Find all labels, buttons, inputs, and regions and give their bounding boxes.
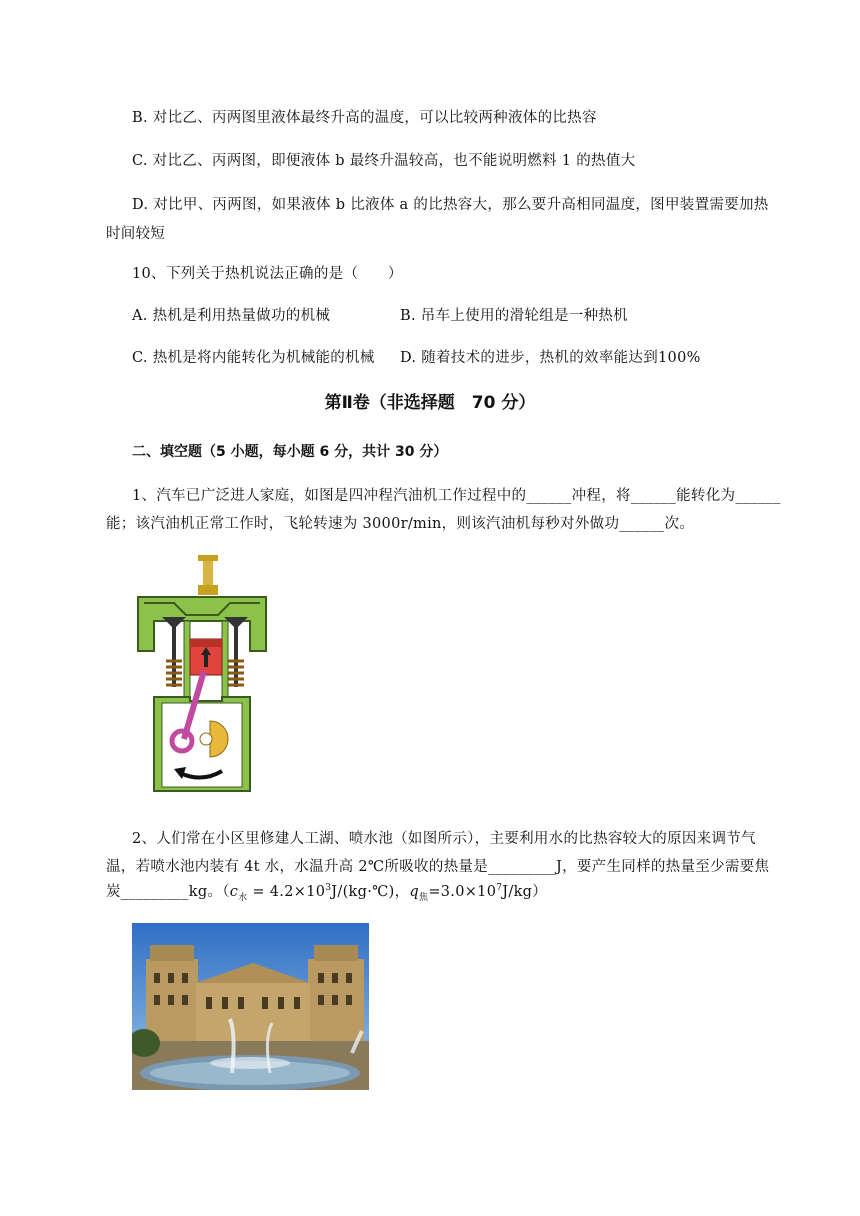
fill1-line2: 能；该汽油机正常工作时，飞轮转速为 3000r/min，则该汽油机每秒对外做功______次。 <box>106 516 695 532</box>
q-exponent: 7 <box>496 883 503 894</box>
section-title: 二、填空题（5 小题，每小题 6 分，共计 30 分） <box>132 444 448 460</box>
fill2-line2: 温，若喷水池内装有 4t 水，水温升高 2℃所吸收的热量是_________J，要产生同样的热量至少需要焦 <box>106 859 770 875</box>
q-subscript: 焦 <box>419 892 429 903</box>
q-unit: J/kg） <box>502 884 548 900</box>
q-symbol: q <box>409 884 419 900</box>
q9-option-c: C. 对比乙、丙两图，即便液体 b 最终升温较高，也不能说明燃料 1 的热值大 <box>132 153 636 169</box>
fill2-line3 <box>106 880 547 903</box>
fill1-line1: 1、汽车已广泛进人家庭，如图是四冲程汽油机工作过程中的______冲程，将______能转化为______ <box>132 488 781 504</box>
c-subscript: 水 <box>238 892 248 903</box>
separator: ， <box>394 884 410 900</box>
c-exponent: 3 <box>325 883 332 894</box>
q10-option-c: C. 热机是将内能转化为机械能的机械 <box>132 350 375 366</box>
q10-option-d: D. 随着技术的进步，热机的效率能达到100% <box>400 350 701 366</box>
q10-stem: 10、下列关于热机说法正确的是（ ） <box>132 266 403 282</box>
fill2-line3-prefix: 炭_________kg。（ <box>106 884 230 900</box>
q9-option-d-line1: D. 对比甲、丙两图，如果液体 b 比液体 a 的比热容大，那么要升高相同温度，图甲装置需要加热 <box>132 197 769 213</box>
q10-option-b: B. 吊车上使用的滑轮组是一种热机 <box>400 308 628 324</box>
q9-option-b: B. 对比乙、丙两图里液体最终升高的温度，可以比较两种液体的比热容 <box>132 110 597 126</box>
part2-title: 第Ⅱ卷（非选择题 70 分） <box>324 393 536 413</box>
q9-option-d-line2: 时间较短 <box>106 226 166 242</box>
c-symbol: c <box>229 884 239 900</box>
c-equals: = 4.2×10 <box>247 884 326 900</box>
q10-option-a: A. 热机是利用热量做功的机械 <box>132 308 331 324</box>
fountain-photo <box>132 923 369 1090</box>
fill2-line1: 2、人们常在小区里修建人工湖、喷水池（如图所示），主要利用水的比热容较大的原因来调节气 <box>132 831 756 847</box>
engine-diagram <box>134 551 270 795</box>
c-unit: J/(kg·℃) <box>331 884 395 900</box>
q-equals: =3.0×10 <box>428 884 497 900</box>
